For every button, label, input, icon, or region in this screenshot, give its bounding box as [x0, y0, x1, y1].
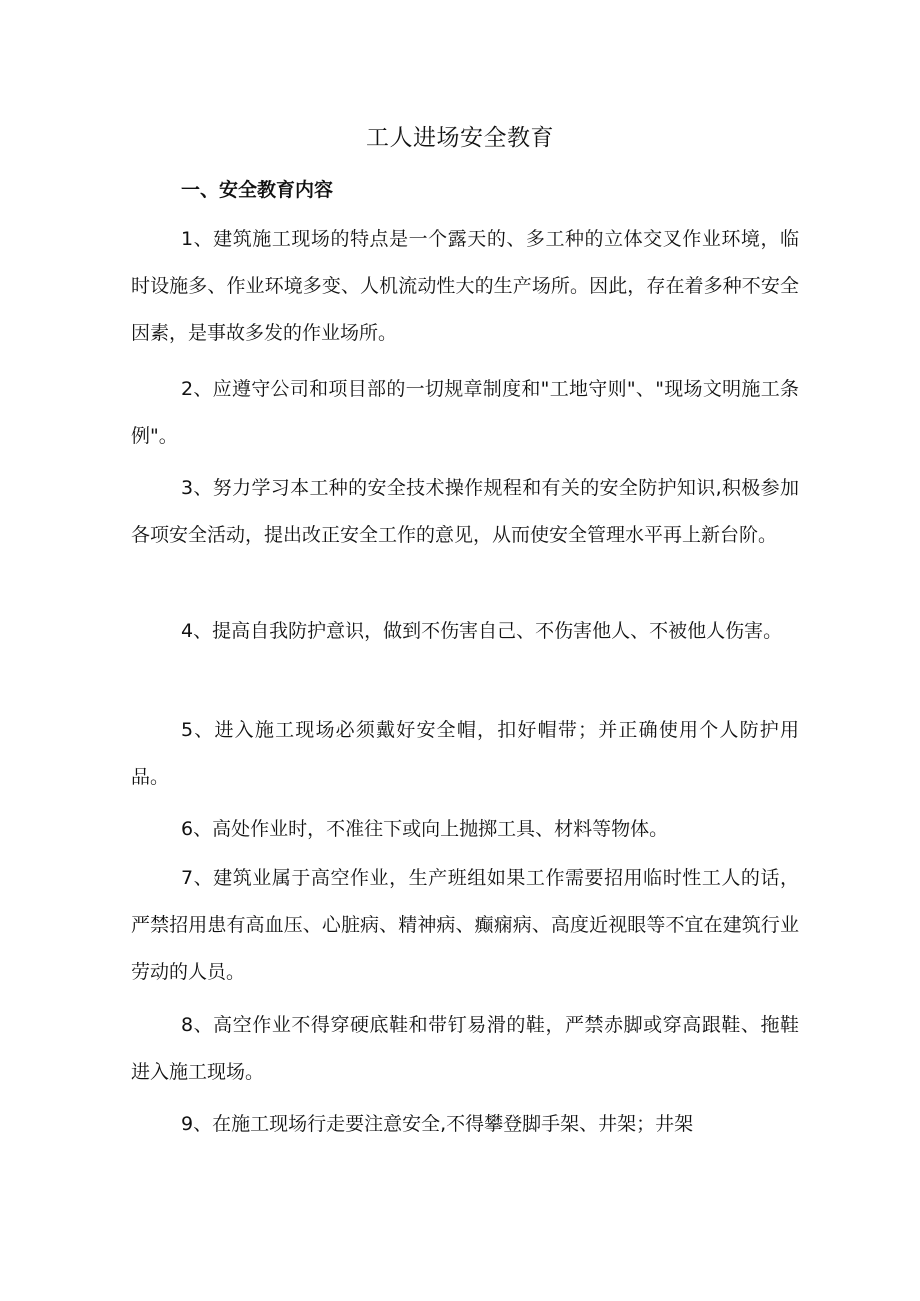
paragraph-item-1: 1、建筑施工现场的特点是一个露天的、多工种的立体交叉作业环境，临时设施多、作业环境多变、人机流动性大的生产场所。因此，存在着多种不安全因素，是事故多发的作业场所。 — [131, 228, 799, 344]
paragraph-item-5: 5、进入施工现场必须戴好安全帽，扣好帽带；并正确使用个人防护用品。 — [131, 719, 799, 788]
paragraph-item-4: 4、提高自我防护意识，做到不伤害自己、不伤害他人、不被他人伤害。 — [181, 620, 783, 642]
paragraph-item-6: 6、高处作业时，不准往下或向上抛掷工具、材料等物体。 — [181, 818, 669, 840]
paragraph-item-9: 9、在施工现场行走要注意安全,不得攀登脚手架、井架；井架 — [181, 1113, 694, 1135]
page-title: 工人进场安全教育 — [366, 125, 554, 151]
paragraph-item-3: 3、努力学习本工种的安全技术操作规程和有关的安全防护知识,积极参加各项安全活动，提出改正安全工作的意见，从而使安全管理水平再上新台阶。 — [131, 477, 799, 546]
section-heading: 一、安全教育内容 — [181, 179, 334, 201]
paragraph-item-8: 8、高空作业不得穿硬底鞋和带钉易滑的鞋，严禁赤脚或穿高跟鞋、拖鞋进入施工现场。 — [131, 1014, 799, 1083]
paragraph-item-2: 2、应遵守公司和项目部的一切规章制度和"工地守则"、"现场文明施工条例"。 — [131, 378, 799, 447]
paragraph-item-7: 7、建筑业属于高空作业，生产班组如果工作需要招用临时性工人的话，严禁招用患有高血压、心脏病、精神病、癫痫病、高度近视眼等不宜在建筑行业劳动的人员。 — [131, 867, 799, 983]
